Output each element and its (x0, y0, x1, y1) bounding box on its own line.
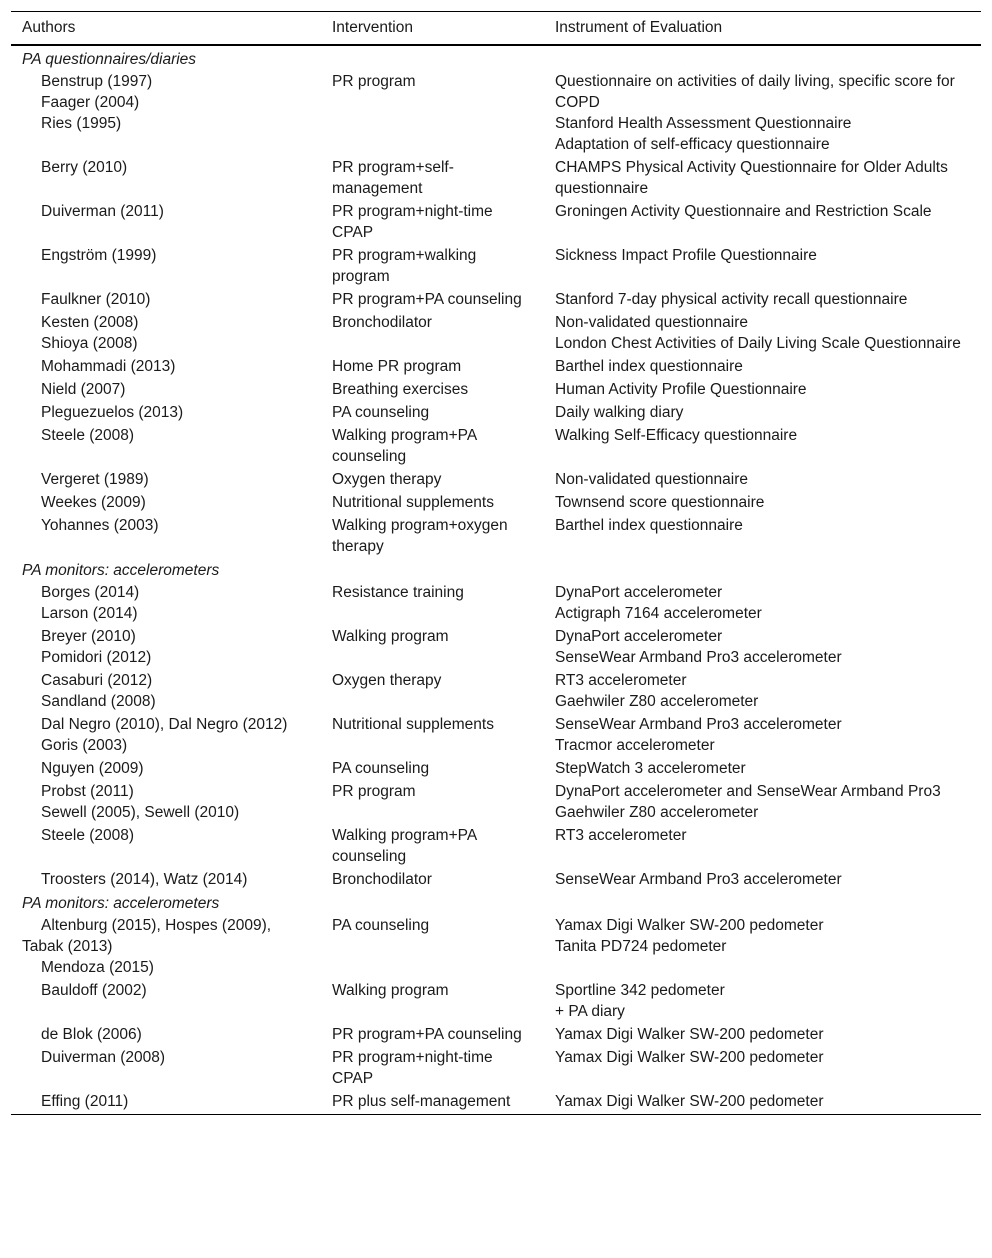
intervention-cell: Walking program+PA counseling (332, 827, 477, 865)
instrument-entry: Human Activity Profile Questionnaire (555, 381, 807, 398)
intervention-cell: Oxygen therapy (332, 672, 442, 689)
authors-cell (11, 379, 311, 400)
author-entry: Effing (2011) (41, 1093, 129, 1110)
instrument-cell (555, 758, 970, 779)
author-entry: Faager (2004) (41, 94, 140, 111)
instrument-entry: CHAMPS Physical Activity Questionnaire for Older Adults questionnaire (555, 159, 948, 197)
intervention-cell: PA counseling (332, 760, 430, 777)
authors-cell (11, 515, 311, 536)
author-entry: Steele (2008) (41, 427, 135, 444)
intervention-cell: Walking program+PA counseling (332, 427, 477, 465)
instrument-cell (555, 356, 970, 377)
table-body (11, 46, 981, 1114)
intervention-cell: Bronchodilator (332, 871, 432, 888)
table-row (11, 758, 981, 781)
table-row (11, 915, 981, 980)
authors-cell (11, 425, 311, 446)
author-entry: Casaburi (2012) (41, 672, 153, 689)
instrument-cell (555, 869, 970, 890)
author-entry: Ries (1995) (41, 115, 122, 132)
instrument-entry: Barthel index questionnaire (555, 358, 743, 375)
author-entry: Steele (2008) (41, 827, 135, 844)
table-row (11, 356, 981, 379)
instrument-entry: DynaPort accelerometer (555, 628, 723, 645)
intervention-cell: PR program+night-time CPAP (332, 1049, 493, 1087)
intervention-cell: PA counseling (332, 917, 430, 934)
intervention-cell: Bronchodilator (332, 314, 432, 331)
authors-cell (11, 289, 311, 310)
instrument-entry: Non-validated questionnaire (555, 471, 749, 488)
table-row (11, 626, 981, 670)
instrument-cell (555, 402, 970, 423)
table-row (11, 402, 981, 425)
instrument-cell (555, 245, 970, 266)
table-row (11, 582, 981, 626)
author-entry: Berry (2010) (41, 159, 128, 176)
table-row (11, 492, 981, 515)
table-row (11, 1024, 981, 1047)
author-entry: Dal Negro (2010), Dal Negro (2012) (41, 716, 288, 733)
instrument-cell (555, 469, 970, 490)
instrument-entry: Daily walking diary (555, 404, 684, 421)
table-row (11, 714, 981, 758)
instrument-entry: Yamax Digi Walker SW-200 pedometer (555, 1026, 824, 1043)
table-row (11, 515, 981, 559)
instrument-entry: DynaPort accelerometer and SenseWear Armband Pro3 (555, 783, 941, 800)
intervention-cell: PR program+PA counseling (332, 291, 522, 308)
intervention-cell: Home PR program (332, 358, 462, 375)
author-entry: Probst (2011) (41, 783, 134, 800)
table-row (11, 1047, 981, 1091)
authors-cell (11, 758, 311, 779)
intervention-cell: PA counseling (332, 404, 430, 421)
instrument-entry: Stanford Health Assessment Questionnaire (555, 115, 852, 132)
instrument-entry: London Chest Activities of Daily Living Scale Questionnaire (555, 335, 961, 352)
intervention-cell: Walking program+oxygen therapy (332, 517, 508, 555)
section-heading: PA questionnaires/diaries (22, 51, 197, 68)
author-entry: Kesten (2008) (41, 314, 139, 331)
instrument-entry: SenseWear Armband Pro3 accelerometer (555, 716, 842, 733)
intervention-cell: Oxygen therapy (332, 471, 442, 488)
instrument-cell (555, 71, 970, 155)
instrument-cell (555, 980, 970, 1022)
author-entry: Duiverman (2008) (41, 1049, 166, 1066)
instrument-cell (555, 781, 970, 823)
instrument-cell (555, 915, 970, 957)
author-entry: de Blok (2006) (41, 1026, 142, 1043)
instrument-entry: Yamax Digi Walker SW-200 pedometer (555, 1093, 824, 1110)
instrument-cell (555, 1047, 970, 1068)
instrument-cell (555, 425, 970, 446)
table-row (11, 825, 981, 869)
table-row (11, 869, 981, 892)
authors-cell (11, 1024, 311, 1045)
instrument-entry: SenseWear Armband Pro3 accelerometer (555, 649, 842, 666)
instrument-entry: StepWatch 3 accelerometer (555, 760, 746, 777)
author-entry: Breyer (2010) (41, 628, 136, 645)
authors-cell (11, 1047, 311, 1068)
author-entry: Mohammadi (2013) (41, 358, 176, 375)
table-row (11, 157, 981, 201)
instrument-entry: Questionnaire on activities of daily living, specific score for COPD (555, 73, 955, 111)
instrument-entry: DynaPort accelerometer (555, 584, 723, 601)
instrument-cell (555, 1024, 970, 1045)
instrument-cell (555, 714, 970, 756)
table-row (11, 71, 981, 157)
intervention-cell: PR program+self-management (332, 159, 454, 197)
instrument-cell (555, 670, 970, 712)
instrument-entry: RT3 accelerometer (555, 672, 687, 689)
instrument-cell (555, 201, 970, 222)
author-entry: Pomidori (2012) (41, 649, 152, 666)
instrument-cell (555, 312, 970, 354)
instrument-entry: Stanford 7-day physical activity recall questionnaire (555, 291, 908, 308)
authors-cell (11, 201, 311, 222)
instrument-cell (555, 626, 970, 668)
instrument-entry: Walking Self-Efficacy questionnaire (555, 427, 798, 444)
intervention-cell: Nutritional supplements (332, 716, 494, 733)
author-entry: Borges (2014) (41, 584, 140, 601)
instrument-entry: Adaptation of self-efficacy questionnaire (555, 136, 830, 153)
instrument-entry: Gaehwiler Z80 accelerometer (555, 693, 759, 710)
author-entry: Nield (2007) (41, 381, 126, 398)
instrument-entry: Yamax Digi Walker SW-200 pedometer (555, 1049, 824, 1066)
table-row (11, 1091, 981, 1114)
intervention-cell: PR program (332, 783, 416, 800)
author-entry: Shioya (2008) (41, 335, 138, 352)
author-entry: Pleguezuelos (2013) (41, 404, 184, 421)
header-intervention: Intervention (332, 19, 413, 36)
authors-cell (11, 402, 311, 423)
instrument-entry: Townsend score questionnaire (555, 494, 765, 511)
authors-cell (11, 781, 311, 823)
author-entry: Altenburg (2015), Hospes (2009), Tabak (2013) (22, 917, 272, 955)
table-row (11, 245, 981, 289)
instrument-cell (555, 515, 970, 536)
authors-cell (11, 915, 311, 978)
instrument-cell (555, 379, 970, 400)
authors-cell (11, 312, 311, 354)
table-row (11, 980, 981, 1024)
authors-cell (11, 157, 311, 178)
table-row (11, 289, 981, 312)
authors-cell (11, 492, 311, 513)
authors-cell (11, 626, 311, 668)
authors-cell (11, 356, 311, 377)
intervention-cell: PR program (332, 73, 416, 90)
author-entry: Larson (2014) (41, 605, 138, 622)
authors-cell (11, 1091, 311, 1112)
author-entry: Benstrup (1997) (41, 73, 153, 90)
author-entry: Engström (1999) (41, 247, 157, 264)
instrument-entry: Actigraph 7164 accelerometer (555, 605, 762, 622)
author-entry: Faulkner (2010) (41, 291, 151, 308)
author-entry: Yohannes (2003) (41, 517, 159, 534)
author-entry: Troosters (2014), Watz (2014) (41, 871, 248, 888)
header-authors: Authors (22, 19, 76, 36)
evaluation-table (11, 11, 981, 1115)
instrument-entry: Groningen Activity Questionnaire and Restriction Scale (555, 203, 932, 220)
authors-cell (11, 245, 311, 266)
table-row (11, 781, 981, 825)
instrument-cell (555, 492, 970, 513)
instrument-cell (555, 289, 970, 310)
intervention-cell: PR program+PA counseling (332, 1026, 522, 1043)
authors-cell (11, 670, 311, 712)
author-entry: Bauldoff (2002) (41, 982, 147, 999)
authors-cell (11, 71, 311, 134)
instrument-entry: Tracmor accelerometer (555, 737, 715, 754)
intervention-cell: Nutritional supplements (332, 494, 494, 511)
instrument-entry: RT3 accelerometer (555, 827, 687, 844)
table-row (11, 469, 981, 492)
section-heading: PA monitors: accelerometers (22, 562, 220, 579)
authors-cell (11, 714, 311, 756)
table-header (11, 12, 981, 46)
instrument-entry: Gaehwiler Z80 accelerometer (555, 804, 759, 821)
authors-cell (11, 869, 311, 890)
table-row (11, 425, 981, 469)
intervention-cell: Resistance training (332, 584, 464, 601)
table-row (11, 201, 981, 245)
author-entry: Duiverman (2011) (41, 203, 164, 220)
intervention-cell: PR program+night-time CPAP (332, 203, 493, 241)
intervention-cell: PR plus self-management (332, 1093, 511, 1110)
header-instrument: Instrument of Evaluation (555, 19, 723, 36)
instrument-entry: + PA diary (555, 1003, 625, 1020)
instrument-entry: Barthel index questionnaire (555, 517, 743, 534)
author-entry: Vergeret (1989) (41, 471, 149, 488)
authors-cell (11, 825, 311, 846)
author-entry: Goris (2003) (41, 737, 128, 754)
instrument-entry: Non-validated questionnaire (555, 314, 749, 331)
instrument-cell (555, 157, 970, 199)
instrument-cell (555, 582, 970, 624)
instrument-cell (555, 1091, 970, 1112)
authors-cell (11, 582, 311, 624)
intervention-cell: PR program+walking program (332, 247, 477, 285)
authors-cell (11, 469, 311, 490)
author-entry: Sandland (2008) (41, 693, 156, 710)
instrument-entry: Yamax Digi Walker SW-200 pedometer (555, 917, 824, 934)
section-heading: PA monitors: accelerometers (22, 895, 220, 912)
authors-cell (11, 980, 311, 1001)
table-row (11, 670, 981, 714)
intervention-cell: Walking program (332, 628, 449, 645)
author-entry: Sewell (2005), Sewell (2010) (41, 804, 240, 821)
intervention-cell: Walking program (332, 982, 449, 999)
instrument-entry: Sickness Impact Profile Questionnaire (555, 247, 817, 264)
author-entry: Mendoza (2015) (41, 959, 154, 976)
table-row (11, 312, 981, 356)
instrument-entry: Tanita PD724 pedometer (555, 938, 727, 955)
intervention-cell: Breathing exercises (332, 381, 469, 398)
author-entry: Nguyen (2009) (41, 760, 144, 777)
instrument-entry: SenseWear Armband Pro3 accelerometer (555, 871, 842, 888)
table-row (11, 379, 981, 402)
instrument-cell (555, 825, 970, 846)
instrument-entry: Sportline 342 pedometer (555, 982, 725, 999)
author-entry: Weekes (2009) (41, 494, 146, 511)
